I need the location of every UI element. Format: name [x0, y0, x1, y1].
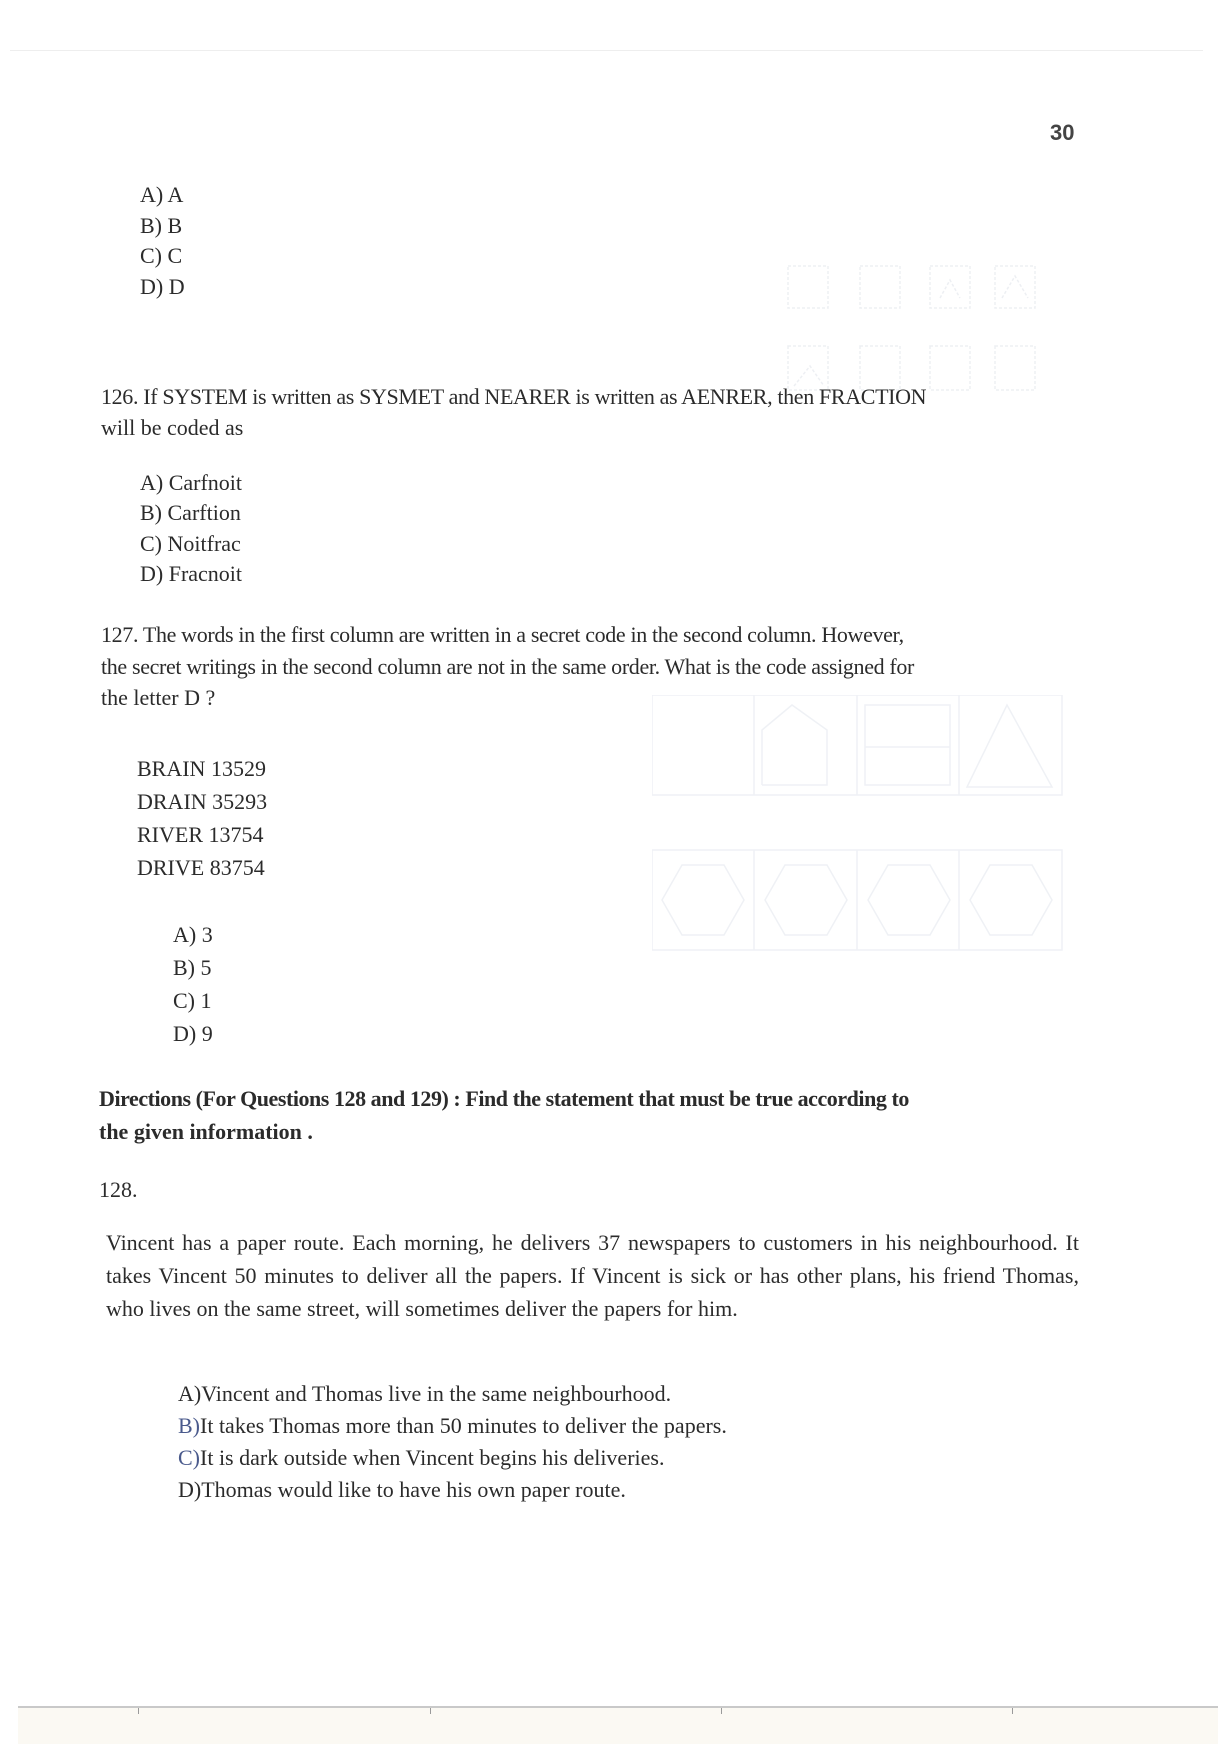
question-text-line-3: the letter D ?: [101, 685, 216, 710]
option-label: B): [178, 1413, 200, 1438]
option-c[interactable]: [140, 239, 182, 272]
option-b[interactable]: [173, 951, 212, 984]
code-row: [137, 752, 266, 785]
option-d[interactable]: [178, 1473, 626, 1506]
code-value: 13754: [208, 822, 264, 847]
option-label: B): [140, 500, 162, 525]
option-b[interactable]: [178, 1409, 727, 1442]
code-word: DRAIN: [137, 789, 207, 814]
question-text-line-1: 126. If SYSTEM is written as SYSMET and NEARER is written as AENRER, then FRACTION: [101, 384, 927, 409]
option-a[interactable]: [178, 1377, 671, 1410]
option-text: Fracnoit: [168, 561, 243, 586]
option-label: A): [178, 1381, 202, 1406]
option-text: It is dark outside when Vincent begins his deliveries.: [200, 1445, 665, 1470]
code-word: DRIVE: [137, 855, 205, 880]
option-a[interactable]: [173, 918, 213, 951]
option-label: B): [140, 213, 162, 238]
option-c[interactable]: [178, 1441, 664, 1474]
option-text: 1: [200, 988, 212, 1013]
option-text: 3: [201, 922, 213, 947]
code-value: 83754: [209, 855, 265, 880]
option-label: D): [173, 1021, 197, 1046]
option-d[interactable]: [140, 557, 242, 590]
question-text-line-1: 127. The words in the first column are written in a secret code in the second column. However,: [101, 622, 904, 647]
option-label: D): [140, 274, 164, 299]
question-passage: Vincent has a paper route. Each morning, he delivers 37 newspapers to customers in his neighbourhood. It takes Vincent 50 minutes to deliver all the papers. If Vincent is sick or has other plans, his friend Thomas, who lives on the same street, will sometimes deliver the papers for him.: [106, 1230, 1079, 1321]
code-word: BRAIN: [137, 756, 206, 781]
option-d[interactable]: [173, 1017, 213, 1050]
option-label: C): [140, 531, 162, 556]
option-text: C: [167, 243, 183, 268]
option-label: A): [140, 182, 164, 207]
code-row: [137, 818, 264, 851]
option-text: Carfnoit: [168, 470, 243, 495]
option-a[interactable]: [140, 178, 183, 211]
directions-line-1: Directions (For Questions 128 and 129) : Find the statement that must be true according to: [99, 1086, 909, 1111]
scan-top-edge: [10, 50, 1203, 51]
directions-line-2: the given information .: [99, 1119, 313, 1144]
code-row: [137, 851, 265, 884]
option-text: Noitfrac: [167, 531, 241, 556]
option-label: C): [173, 988, 195, 1013]
option-text: B: [167, 213, 183, 238]
option-c[interactable]: [140, 527, 241, 560]
question-number: 128.: [99, 1177, 138, 1202]
option-c[interactable]: [173, 984, 212, 1017]
code-value: 35293: [212, 789, 268, 814]
option-b[interactable]: [140, 496, 241, 529]
code-row: [137, 785, 267, 818]
option-label: C): [178, 1445, 200, 1470]
question-text-line-2: will be coded as: [101, 415, 244, 440]
option-text: Vincent and Thomas live in the same neighbourhood.: [201, 1381, 672, 1406]
option-text: D: [168, 274, 185, 299]
option-label: B): [173, 955, 195, 980]
option-text: A: [167, 182, 184, 207]
faint-figure-grid-icon: [780, 258, 1070, 398]
page-number: 30: [1050, 120, 1075, 145]
scan-bottom-edge: [18, 1706, 1218, 1744]
option-text: 9: [201, 1021, 213, 1046]
option-label: D): [140, 561, 164, 586]
option-b[interactable]: [140, 209, 182, 242]
option-label: D): [178, 1477, 202, 1502]
question-text-line-2: the secret writings in the second column are not in the same order. What is the code assigned for: [101, 654, 915, 679]
option-text: It takes Thomas more than 50 minutes to deliver the papers.: [200, 1413, 727, 1438]
code-value: 13529: [210, 756, 266, 781]
option-a[interactable]: [140, 466, 242, 499]
option-text: Thomas would like to have his own paper route.: [201, 1477, 626, 1502]
code-word: RIVER: [137, 822, 203, 847]
option-text: 5: [200, 955, 212, 980]
option-label: C): [140, 243, 162, 268]
option-label: A): [140, 470, 164, 495]
option-label: A): [173, 922, 197, 947]
option-d[interactable]: [140, 270, 185, 303]
option-text: Carftion: [167, 500, 241, 525]
faint-shape-panels-icon: [652, 695, 1072, 995]
